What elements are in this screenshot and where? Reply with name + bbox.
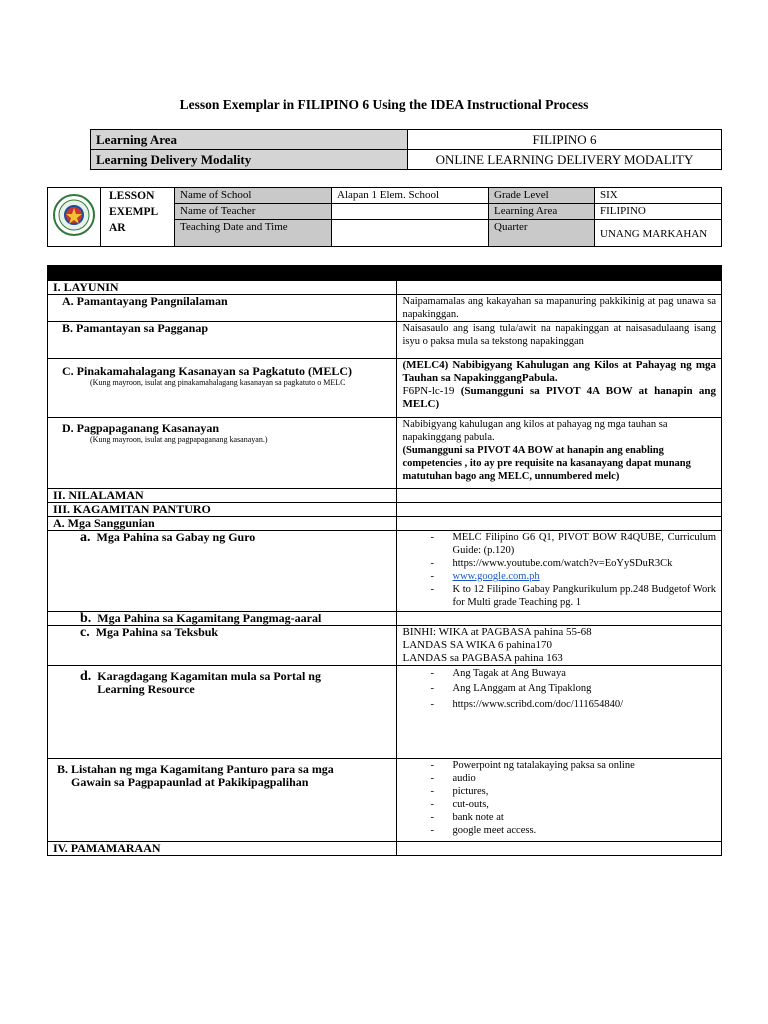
school-seal-cell (48, 188, 101, 247)
row-pagpapaganang-kasanayan (48, 418, 722, 489)
melc-value-bold: (MELC4) Nabibigyang Kahulugan ang Kilos at Pahayag ng mga Tauhan sa NapakinggangPabula. (402, 359, 716, 384)
kagamitang-letter: b. (80, 611, 92, 626)
portal-label: Karagdagang Kagamitan mula sa Portal ng Learning Resource (97, 669, 321, 696)
pagpapaganang-note: (Kung mayroon, isulat ang pagpapaganang kasanayan.) (90, 435, 268, 444)
gabay-guro-list (402, 531, 716, 609)
gabay-guro-label-cell (48, 531, 397, 612)
grade-level-value: SIX (595, 188, 722, 204)
melc-label: C. Pinakamahalagang Kasanayan sa Pagkatuto (MELC) (62, 364, 353, 378)
section-nilalaman: II. NILALAMAN (48, 489, 397, 503)
modality-value: ONLINE LEARNING DELIVERY MODALITY (408, 150, 722, 170)
list-item: - google meet access. (402, 824, 716, 837)
gabay-guro-label: Mga Pahina sa Gabay ng Guro (96, 530, 256, 544)
row-kagamitang-pangmag-aaral (48, 612, 722, 626)
teaching-date-value (332, 220, 489, 247)
kagamitang-label-cell (48, 612, 397, 626)
list-item: - pictures, (402, 785, 716, 798)
learning-area-value-2: FILIPINO (595, 204, 722, 220)
teksbuk-value-cell (397, 626, 722, 666)
section-layunin: I. LAYUNIN (48, 281, 397, 295)
quarter-value: UNANG MARKAHAN (595, 220, 722, 247)
teksbuk-label-cell (48, 626, 397, 666)
google-link[interactable]: www.google.com.ph (452, 571, 540, 582)
pamantayan-pagganap-value: Naisasaulo ang isang tula/awit na napakinggan at naisasadulaang isang isyu o paksa mula sa tekstong napakinggan (397, 322, 722, 359)
pagpapaganang-value-cell (397, 418, 722, 489)
list-item: - https://www.scribd.com/doc/111654840/ (402, 696, 716, 713)
list-item: - Powerpoint ng tatalakaying paksa sa online (402, 759, 716, 772)
teksbuk-line: BINHI: WIKA at PAGBASA pahina 55-68 (402, 626, 592, 638)
gabay-guro-letter: a. (80, 530, 91, 545)
list-item: - https://www.youtube.com/watch?v=EoYySDuR3Ck (402, 557, 716, 570)
table-header-bar (48, 266, 722, 281)
listahan-label-cell (48, 759, 397, 842)
melc-value-rest: (Sumangguni sa PIVOT 4A BOW at hanapin ang MELC) (402, 385, 717, 410)
portal-letter: d. (80, 669, 92, 684)
teacher-value (332, 204, 489, 220)
lesson-header-table (47, 187, 722, 247)
melc-label-cell (48, 359, 397, 418)
listahan-list-cell (397, 759, 722, 842)
list-item: - K to 12 Filipino Gabay Pangkurikulum pp.248 Budgetof Work for Multi grade Teaching pg. 1 (402, 583, 716, 609)
list-item: - MELC Filipino G6 Q1, PIVOT BOW R4QUBE, Curriculum Guide: (p.120) (402, 531, 716, 557)
teaching-date-label: Teaching Date and Time (175, 220, 332, 247)
row-pamamaraan (48, 842, 722, 856)
teksbuk-line: LANDAS sa PAGBASA pahina 163 (402, 652, 563, 664)
lesson-plan-table (47, 265, 722, 856)
school-label: Name of School (175, 188, 332, 204)
listahan-label: B. Listahan ng mga Kagamitang Panturo para sa mga Gawain sa Pagpapaunlad at Pakikipagpalihan (57, 762, 334, 789)
section-pamamaraan: IV. PAMAMARAAN (48, 842, 397, 856)
teksbuk-letter: c. (80, 625, 90, 640)
lesson-exemplar-label: LESSON EXEMPL AR (101, 188, 175, 247)
pamantayang-pangnilalaman-value: Naipamamalas ang kakayahan sa mapanuring pakkikinig at pag unawa sa napakinggan. (397, 295, 722, 322)
pamantayan-pagganap-label: B. Pamantayan sa Pagganap (48, 322, 397, 359)
list-item: - Ang Tagak at Ang Buwaya (402, 666, 716, 681)
gabay-guro-list-cell (397, 531, 722, 612)
listahan-list (402, 759, 716, 837)
row-kagamitan (48, 503, 722, 517)
list-item: - audio (402, 772, 716, 785)
pagpapaganang-label: D. Pagpapaganang Kasanayan (62, 421, 220, 435)
melc-value-cell (397, 359, 722, 418)
pagpapaganang-label-cell (48, 418, 397, 489)
list-item: - bank note at (402, 811, 716, 824)
melc-code: F6PN-lc-19 (402, 385, 455, 397)
section-kagamitan: III. KAGAMITAN PANTURO (48, 503, 397, 517)
row-listahan-kagamitan (48, 759, 722, 842)
row-gabay-guro (48, 531, 722, 612)
row-melc (48, 359, 722, 418)
school-seal-icon (52, 228, 96, 240)
sanggunian-label: A. Mga Sanggunian (48, 517, 397, 531)
school-value: Alapan 1 Elem. School (332, 188, 489, 204)
learning-area-label-2: Learning Area (489, 204, 595, 220)
portal-list-cell (397, 666, 722, 759)
learning-area-value: FILIPINO 6 (408, 130, 722, 150)
kagamitang-label: Mga Pahina sa Kagamitang Pangmag-aaral (97, 611, 322, 625)
portal-list (402, 666, 716, 713)
row-teksbuk (48, 626, 722, 666)
pagpapaganang-value: Nabibigyang kahulugan ang kilos at pahayag ng mga tauhan sa napakinggang pabula. (402, 419, 668, 443)
row-pamantayan-pagganap (48, 322, 722, 359)
portal-label-cell (48, 666, 397, 759)
list-item: - cut-outs, (402, 798, 716, 811)
pamantayang-pangnilalaman-label: A. Pamantayang Pangnilalaman (48, 295, 397, 322)
modality-label: Learning Delivery Modality (91, 150, 408, 170)
row-layunin (48, 281, 722, 295)
list-item: - Ang LAnggam at Ang Tipaklong (402, 681, 716, 696)
teksbuk-label: Mga Pahina sa Teksbuk (95, 625, 219, 639)
info-row-learning-area (91, 130, 722, 150)
teacher-label: Name of Teacher (175, 204, 332, 220)
document-title: Lesson Exemplar in FILIPINO 6 Using the IDEA Instructional Process (179, 97, 589, 112)
melc-note: (Kung mayroon, isulat ang pinakamahalagang kasanayan sa pagkatuto o MELC (90, 378, 346, 387)
info-table (90, 129, 722, 170)
list-item (402, 570, 716, 583)
row-pamantayang-pangnilalaman (48, 295, 722, 322)
row-portal-learning-resource (48, 666, 722, 759)
row-nilalaman (48, 489, 722, 503)
learning-area-label: Learning Area (91, 130, 408, 150)
info-row-modality (91, 150, 722, 170)
row-sanggunian (48, 517, 722, 531)
pagpapaganang-value-bold: (Sumangguni sa PIVOT 4A BOW at hanapin ang enabling competencies , ito ay pre requisite na kasanayang dapat munang matutuhan bago ang MELC, unnumbered melc) (402, 445, 691, 482)
teksbuk-line: LANDAS SA WIKA 6 pahina170 (402, 639, 552, 651)
quarter-label: Quarter (489, 220, 595, 247)
grade-level-label: Grade Level (489, 188, 595, 204)
